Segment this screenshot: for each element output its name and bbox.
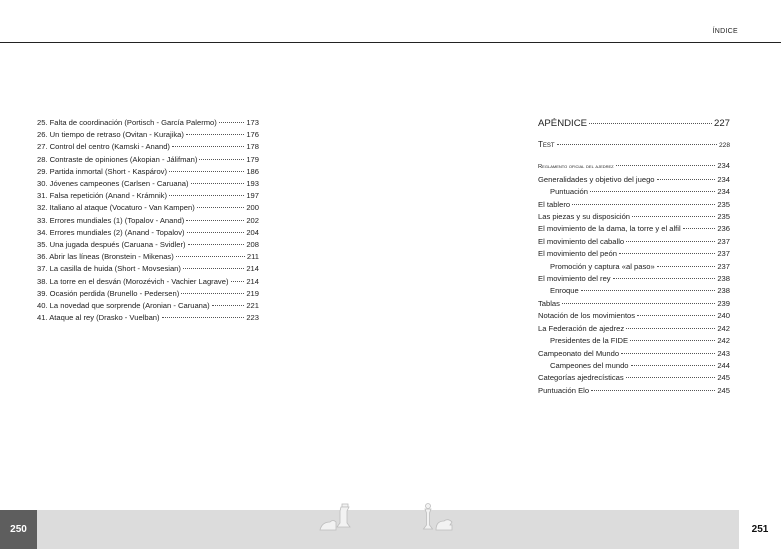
toc-entry-appendix <box>538 117 730 131</box>
toc-entry-title: Puntuación <box>550 187 588 197</box>
toc-entry <box>538 298 730 310</box>
toc-entry <box>538 372 730 384</box>
toc-entry <box>538 223 730 235</box>
toc-entry <box>538 348 730 360</box>
toc-entry-title: Categorías ajedrecísticas <box>538 373 624 383</box>
toc-entry-page: 243 <box>717 348 730 358</box>
toc-entry-page: 214 <box>246 276 259 286</box>
toc-entry <box>538 236 730 248</box>
toc-entry-regulation <box>538 160 730 173</box>
toc-entry-title: Puntuación Elo <box>538 385 590 395</box>
leader-dots <box>589 123 712 124</box>
toc-entry-page: 238 <box>717 286 730 296</box>
toc-entry-page: 242 <box>717 336 730 346</box>
leader-dots <box>562 303 715 304</box>
running-header: ÍNDICE <box>712 28 738 35</box>
toc-entry <box>37 263 259 275</box>
toc-entry-page: 208 <box>246 240 259 250</box>
toc-entry-title: 32. Italiano al ataque (Vocaturo - Van Kampen) <box>37 203 195 213</box>
toc-entry-page: 228 <box>718 142 730 149</box>
toc-entry-title: El movimiento del peón <box>538 249 617 259</box>
leader-dots <box>169 171 244 172</box>
toc-entry-title: El tablero <box>538 199 571 209</box>
toc-entry-test <box>538 139 730 152</box>
toc-entry-page: 237 <box>717 261 730 271</box>
leader-dots <box>657 266 716 267</box>
leader-dots <box>197 207 245 208</box>
toc-entry <box>37 288 259 300</box>
toc-entry-page: 204 <box>246 227 259 237</box>
toc-entry-page: 197 <box>246 191 259 201</box>
toc-entry <box>538 310 730 322</box>
toc-entry-title: 29. Partida inmortal (Short - Kaspárov) <box>37 166 167 176</box>
toc-entry-page: 240 <box>717 311 730 321</box>
toc-entry-page: 219 <box>246 288 259 298</box>
leader-dots <box>683 228 716 229</box>
toc-entry-title: Promoción y captura «al paso» <box>550 261 655 271</box>
toc-entry-title: Enroque <box>550 286 579 296</box>
toc-entry-title: El movimiento del caballo <box>538 236 625 246</box>
toc-entry <box>538 323 730 335</box>
toc-entry-title: Las piezas y su disposición <box>538 212 631 222</box>
toc-entry-title: Reglamento oficial del ajedrez <box>538 164 614 171</box>
toc-entry <box>37 215 259 227</box>
toc-entry-page: 234 <box>717 161 730 171</box>
leader-dots <box>172 146 244 147</box>
toc-entry-page: 234 <box>717 174 730 184</box>
leader-dots <box>619 253 715 254</box>
chess-pieces-left-icon <box>318 500 362 536</box>
leader-dots <box>631 365 716 366</box>
toc-entry-page: 200 <box>246 203 259 213</box>
leader-dots <box>231 281 245 282</box>
leader-dots <box>176 256 245 257</box>
toc-left-column <box>37 117 259 324</box>
toc-entry-title: Campeonato del Mundo <box>538 348 620 358</box>
toc-entry-title: Test <box>538 140 555 149</box>
toc-entry-title: 28. Contraste de opiniones (Akopian - Jálifman) <box>37 154 198 164</box>
toc-entry-page: 179 <box>246 154 259 164</box>
toc-entry-title: 33. Errores mundiales (1) (Topalov - Anand) <box>37 215 185 225</box>
leader-dots <box>626 328 715 329</box>
toc-entry <box>538 273 730 285</box>
leader-dots <box>637 315 715 316</box>
toc-entry <box>37 141 259 153</box>
toc-right-column <box>538 117 730 397</box>
toc-entry-page: 211 <box>246 252 259 262</box>
leader-dots <box>219 122 245 123</box>
toc-entry <box>538 248 730 260</box>
toc-entry-page: 245 <box>717 385 730 395</box>
toc-entry <box>37 251 259 263</box>
leader-dots <box>590 191 715 192</box>
page-number-left: 250 <box>0 510 37 549</box>
toc-entry-page: 244 <box>717 360 730 370</box>
leader-dots <box>591 390 715 391</box>
toc-entry-title: 37. La casilla de huida (Short - Movsesian) <box>37 264 181 274</box>
toc-entry-page: 178 <box>246 142 259 152</box>
toc-entry-page: 242 <box>717 323 730 333</box>
leader-dots <box>191 183 245 184</box>
toc-entry <box>37 202 259 214</box>
chess-pieces-right-icon <box>418 500 462 536</box>
toc-entry <box>37 190 259 202</box>
toc-entry-page: 238 <box>717 274 730 284</box>
leader-dots <box>187 232 245 233</box>
toc-entry <box>37 300 259 312</box>
toc-entry <box>37 227 259 239</box>
toc-entry-page: 223 <box>246 313 259 323</box>
toc-entry <box>538 261 730 273</box>
toc-entry-title: El movimiento de la dama, la torre y el alfil <box>538 224 681 234</box>
toc-entry-title: El movimiento del rey <box>538 274 611 284</box>
toc-entry-title: 31. Falsa repetición (Anand - Krámnik) <box>37 191 167 201</box>
toc-entry-title: 26. Un tiempo de retraso (Ovitan - Kurajika) <box>37 130 184 140</box>
toc-entry-page: 221 <box>246 301 259 311</box>
toc-entry-title: 36. Abrir las líneas (Bronstein - Mikenas) <box>37 252 174 262</box>
toc-entry-page: 186 <box>246 166 259 176</box>
toc-entry-page: 234 <box>717 187 730 197</box>
leader-dots <box>626 241 715 242</box>
header-rule <box>0 42 781 43</box>
toc-entry-page: 239 <box>717 298 730 308</box>
toc-entry-title: 35. Una jugada después (Caruana - Svidler) <box>37 240 186 250</box>
leader-dots <box>183 268 244 269</box>
leader-dots <box>630 340 715 341</box>
toc-entry-title: 25. Falta de coordinación (Portisch - García Palermo) <box>37 118 217 127</box>
leader-dots <box>581 290 716 291</box>
toc-entry-title: 41. Ataque al rey (Drasko - Vuelban) <box>37 313 160 323</box>
toc-entry-page: 237 <box>717 236 730 246</box>
toc-entry-title: 27. Control del centro (Kamski - Anand) <box>37 142 170 152</box>
leader-dots <box>557 144 717 145</box>
leader-dots <box>212 305 245 306</box>
toc-entry-title: Generalidades y objetivo del juego <box>538 174 655 184</box>
toc-right-entries <box>538 174 730 397</box>
toc-entry-page: 237 <box>717 249 730 259</box>
toc-entry-page: 193 <box>246 179 259 189</box>
leader-dots <box>169 195 244 196</box>
toc-entry <box>37 276 259 288</box>
leader-dots <box>572 204 715 205</box>
toc-entry-page: 202 <box>246 215 259 225</box>
toc-entry-page: 176 <box>246 130 259 140</box>
toc-entry <box>37 312 259 324</box>
toc-entry-title: APÉNDICE <box>538 118 588 129</box>
toc-entry-page: 214 <box>246 264 259 274</box>
toc-entry <box>538 186 730 198</box>
toc-entry <box>37 178 259 190</box>
toc-entry-title: La Federación de ajedrez <box>538 323 625 333</box>
toc-entry-title: 34. Errores mundiales (2) (Anand - Topalov) <box>37 227 185 237</box>
toc-entry <box>538 335 730 347</box>
toc-entry-page: 245 <box>717 373 730 383</box>
toc-entry <box>538 211 730 223</box>
toc-entry <box>538 385 730 397</box>
leader-dots <box>186 134 244 135</box>
toc-entry-title: Tablas <box>538 298 560 308</box>
toc-entry-page: 227 <box>713 118 730 129</box>
footer-bar <box>0 510 781 549</box>
toc-entry-page: 236 <box>717 224 730 234</box>
toc-entry-title: Presidentes de la FIDE <box>550 336 629 346</box>
toc-entry-title: 39. Ocasión perdida (Brunello - Pedersen) <box>37 288 180 298</box>
toc-entry <box>37 129 259 141</box>
toc-entry-title: Notación de los movimientos <box>538 311 636 321</box>
toc-entry <box>37 239 259 251</box>
toc-entry <box>37 117 259 129</box>
toc-entry <box>538 360 730 372</box>
page-number-right: 251 <box>739 510 781 549</box>
toc-entry <box>538 174 730 186</box>
toc-entry <box>37 166 259 178</box>
toc-entry-page: 173 <box>246 118 259 127</box>
leader-dots <box>199 159 244 160</box>
leader-dots <box>616 165 716 166</box>
toc-entry-title: Campeones del mundo <box>550 360 629 370</box>
toc-entry <box>538 199 730 211</box>
leader-dots <box>162 317 245 318</box>
toc-entry-title: 38. La torre en el desván (Morozévich - Vachier Lagrave) <box>37 276 229 286</box>
leader-dots <box>626 377 716 378</box>
leader-dots <box>188 244 245 245</box>
toc-entry-title: 30. Jóvenes campeones (Carlsen - Caruana) <box>37 179 189 189</box>
leader-dots <box>632 216 715 217</box>
toc-entry-page: 235 <box>717 199 730 209</box>
toc-entry <box>538 285 730 297</box>
toc-entry-title: 40. La novedad que sorprende (Aronian - Caruana) <box>37 301 210 311</box>
leader-dots <box>657 179 716 180</box>
leader-dots <box>186 220 244 221</box>
toc-entry <box>37 154 259 166</box>
leader-dots <box>621 353 715 354</box>
leader-dots <box>613 278 716 279</box>
toc-entry-page: 235 <box>717 212 730 222</box>
leader-dots <box>181 293 244 294</box>
